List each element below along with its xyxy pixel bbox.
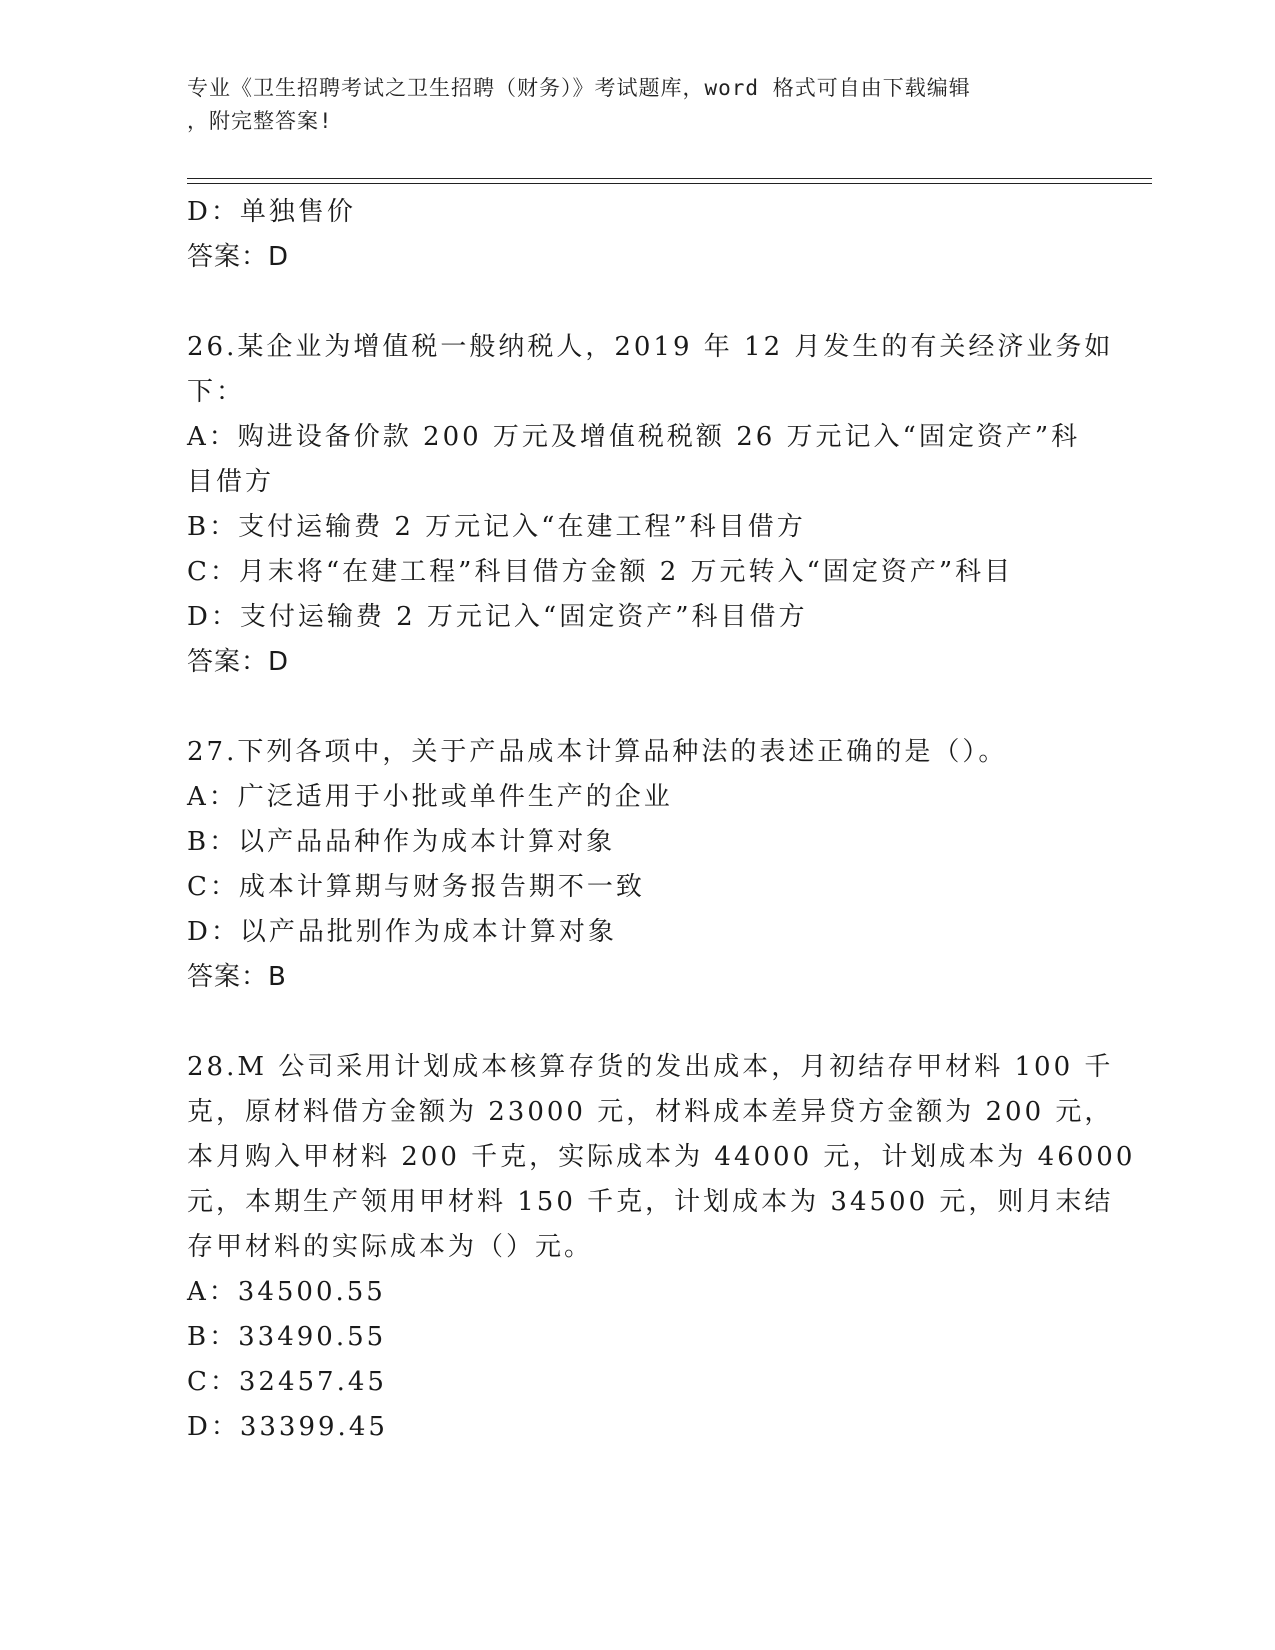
answer-line: 答案：B [187,962,287,992]
option-a-continued: 目借方 [187,467,275,497]
header-line-2: ，附完整答案! [187,109,333,133]
question-28 [187,1045,1136,1450]
option-a: A：广泛适用于小批或单件生产的企业 [187,782,673,812]
question-text-line: 27.下列各项中，关于产品成本计算品种法的表述正确的是（）。 [187,737,1008,767]
question-text-line: 元，本期生产领用甲材料 150 千克，计划成本为 34500 元，则月末结 [187,1187,1114,1217]
question-26 [187,325,1114,685]
option-a: A：34500.55 [187,1277,386,1307]
question-list [187,190,1136,1450]
header-rule-bottom [187,183,1152,184]
option-d: D：单独售价 [187,197,356,227]
document-header [187,72,1067,138]
answer-line: 答案：D [187,647,290,677]
question-27 [187,730,1087,1000]
option-d: D：33399.45 [187,1412,388,1442]
option-c: C：成本计算期与财务报告期不一致 [187,872,645,902]
option-d: D：支付运输费 2 万元记入“固定资产”科目借方 [187,602,808,632]
question-text-line: 26.某企业为增值税一般纳税人，2019 年 12 月发生的有关经济业务如 [187,332,1114,362]
header-line-1: 专业《卫生招聘考试之卫生招聘（财务）》考试题库，word 格式可自由下载编辑 [187,76,971,100]
option-b: B：支付运输费 2 万元记入“在建工程”科目借方 [187,512,806,542]
question-text-line: 28.M 公司采用计划成本核算存货的发出成本，月初结存甲材料 100 千 [187,1052,1114,1082]
option-c: C：32457.45 [187,1367,387,1397]
question-text-line: 克，原材料借方金额为 23000 元，材料成本差异贷方金额为 200 元， [187,1097,1114,1127]
previous-question-tail [187,190,1087,280]
option-a: A：购进设备价款 200 万元及增值税税额 26 万元记入“固定资产”科 [187,422,1081,452]
answer-line: 答案：D [187,242,290,272]
question-text-line: 本月购入甲材料 200 千克，实际成本为 44000 元，计划成本为 46000 [187,1142,1136,1172]
option-c: C：月末将“在建工程”科目借方金额 2 万元转入“固定资产”科目 [187,557,1014,587]
question-text-line: 存甲材料的实际成本为（）元。 [187,1232,594,1262]
option-d: D：以产品批别作为成本计算对象 [187,917,617,947]
header-rule-top [187,178,1152,179]
question-text-line: 下： [187,377,246,407]
option-b: B：33490.55 [187,1322,387,1352]
option-b: B：以产品品种作为成本计算对象 [187,827,616,857]
